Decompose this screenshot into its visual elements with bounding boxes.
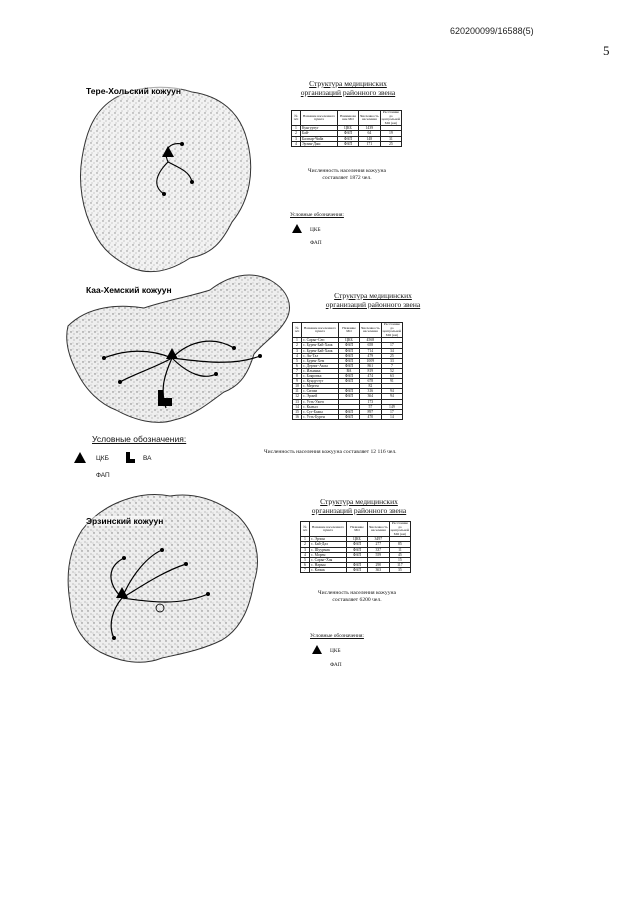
table-cell: 15 — [389, 557, 410, 562]
table-cell: 11 — [293, 389, 302, 394]
table-cell: с. Ак-Тал — [302, 353, 339, 358]
table-cell: 897 — [360, 409, 382, 414]
table-cell: ЦКБ — [338, 126, 359, 131]
ckb-legend-icon — [74, 452, 86, 463]
legend-label-ckb: ЦКБ — [310, 227, 321, 233]
table-cell: 9 — [293, 379, 302, 384]
table-cell: 6 — [293, 363, 302, 368]
table-header-cell: № п/п — [301, 522, 310, 537]
table-cell: ФАП — [339, 358, 360, 363]
table-cell: 1 — [292, 126, 301, 131]
table-cell: ФАП — [347, 562, 368, 567]
table-cell: ФАП — [347, 547, 368, 552]
table-cell: ФАП — [338, 131, 359, 136]
table-cell: с. Морен — [310, 552, 347, 557]
table-header-cell: Численность населения — [359, 111, 381, 126]
table-cell: 470 — [360, 414, 382, 419]
table-cell: с. Бай-Дал — [310, 542, 347, 547]
table-cell: 337 — [368, 547, 390, 552]
table-cell: 35 — [389, 567, 410, 572]
table-cell: с. Бояровка — [302, 374, 339, 379]
table-cell: 4 — [293, 353, 302, 358]
table-cell: 148 — [359, 136, 381, 141]
table-cell: 316 — [360, 389, 382, 394]
org-table-2 — [292, 322, 403, 420]
table-cell: 8 — [293, 374, 302, 379]
table-cell: 479 — [360, 353, 382, 358]
va-legend-icon — [126, 452, 135, 463]
table-cell: с. Сарыг-Хая — [310, 557, 347, 562]
population-note-3: Численность населения кожууна составляет 6200 чел. — [318, 590, 396, 603]
table-cell: 1 — [301, 537, 310, 542]
table-cell: ФАП — [338, 136, 359, 141]
table-header-cell: Расстояние до центральной МО (км) — [382, 322, 402, 337]
org-table-1 — [291, 110, 402, 147]
table-header-cell: Название населенного пункта — [302, 323, 339, 338]
table-cell: 3 — [301, 547, 310, 552]
table-header-cell: Численность населения — [368, 522, 390, 537]
table-cell: 4 — [292, 141, 301, 146]
table-cell: 17 — [381, 409, 402, 414]
table-cell: с. Усть-Ужеп — [302, 399, 339, 404]
table-cell: 171 — [359, 141, 381, 146]
table-cell: 34 — [381, 348, 402, 353]
table-cell: с. Усть-Бурен — [302, 414, 339, 419]
legend-label-ckb: ЦКБ — [96, 455, 109, 462]
table-header-cell: Наименова ние МО — [338, 111, 359, 126]
table-cell: 25 — [380, 141, 401, 146]
ckb-marker-icon — [116, 587, 128, 598]
table-header-cell: № п/п — [292, 111, 301, 126]
table-cell: 12 — [293, 394, 302, 399]
table-cell: с. Сизим — [302, 389, 339, 394]
table-cell: 4 — [301, 552, 310, 557]
structure-title-1: Структура медицинских организаций районного звена — [300, 79, 396, 97]
table-cell: 7 — [293, 368, 302, 373]
table-header-row — [293, 323, 403, 338]
table-cell: 64 — [359, 131, 381, 136]
table-cell: Балгыр-Чийа — [301, 136, 338, 141]
table-cell: 117 — [389, 562, 410, 567]
table-cell: 13 — [293, 399, 302, 404]
ckb-legend-icon — [312, 645, 322, 654]
table-cell: ВА — [339, 368, 360, 373]
table-cell: Кунгуртуг — [301, 126, 338, 131]
table-cell: 1439 — [359, 126, 381, 131]
table-cell: 678 — [360, 379, 382, 384]
table-header-row — [301, 522, 411, 537]
table-cell: с. Нарын — [310, 562, 347, 567]
table-cell: ФАП — [339, 353, 360, 358]
population-note-1: Численность населения кожууна составляет 1872 чел. — [308, 168, 386, 181]
table-row — [301, 567, 411, 572]
table-header-cell: Расстояние до центральной МО (км) — [381, 110, 401, 125]
legend-label-fap: ФАП — [330, 662, 342, 668]
table-header-cell: Название населенного пункта — [301, 111, 338, 126]
legend-label-fap: ФАП — [310, 240, 322, 246]
district-map-2 — [64, 270, 296, 442]
legend-label-va: ВА — [143, 455, 152, 462]
page-number: 5 — [603, 43, 610, 58]
table-cell: с. Бурен-Бай-Хаак — [302, 348, 339, 353]
table-cell: 173 — [360, 399, 382, 404]
table-cell: 2 — [301, 542, 310, 547]
table-cell: 559 — [368, 552, 390, 557]
table-cell: 33 — [381, 358, 402, 363]
district-map-1 — [72, 82, 257, 278]
table-cell: с. Ильинка — [302, 368, 339, 373]
structure-title-2: Структура медицинских организаций районного звена — [325, 291, 421, 309]
ckb-legend-icon — [292, 224, 302, 233]
table-cell: 17 — [381, 343, 402, 348]
table-cell: ФАП — [339, 409, 360, 414]
table-cell: 52 — [381, 368, 402, 373]
table-cell: 16 — [293, 414, 302, 419]
table-cell: ФАП — [339, 394, 360, 399]
table-cell: с. Эржей — [302, 394, 339, 399]
table-header-cell: Название МО — [347, 522, 368, 537]
table-cell: 7 — [381, 363, 402, 368]
table-row — [293, 414, 403, 419]
table-cell: ФАП — [347, 567, 368, 572]
table-cell: ФАП — [339, 374, 360, 379]
table-cell: 5 — [301, 557, 310, 562]
table-cell: 91 — [381, 379, 402, 384]
table-cell: 149 — [381, 404, 402, 409]
table-cell: 3497 — [368, 537, 390, 542]
table-cell: с. Дерзиг-Аксы — [302, 363, 339, 368]
table-cell: 714 — [360, 348, 382, 353]
org-table-3 — [300, 521, 411, 573]
table-cell: 4568 — [360, 338, 382, 343]
table-cell: 25 — [381, 353, 402, 358]
legend-label-fap: ФАП — [96, 472, 110, 479]
table-cell: 11 — [389, 547, 410, 552]
table-cell: 45 — [389, 552, 410, 557]
population-note-2: Численность населения кожууна составляет 12 116 чел. — [264, 449, 397, 455]
table-cell: ФАП — [339, 389, 360, 394]
table-cell: с. Бурен-Бай-Хаак — [302, 343, 339, 348]
table-cell: Эрзин-Даш — [301, 141, 338, 146]
table-header-cell: Расстояние до центральной МО (км) — [390, 521, 410, 536]
table-cell: 14 — [381, 414, 402, 419]
table-cell: ФАП — [339, 348, 360, 353]
table-cell: 5 — [293, 358, 302, 363]
table-cell: 15 — [293, 409, 302, 414]
table-cell: 658 — [360, 343, 382, 348]
table-cell: с. Эрзин — [310, 537, 347, 542]
table-header-cell: № п/п — [293, 323, 302, 338]
legend-title-1: Условные обозначения: — [290, 212, 344, 218]
table-cell: ФАП — [347, 542, 368, 547]
map-title-2: Каа-Хемский кожуун — [86, 285, 172, 295]
table-cell: с. Кундустуг — [302, 379, 339, 384]
map-title-3: Эрзинский кожуун — [86, 516, 164, 526]
table-cell: Бай- — [301, 131, 338, 136]
table-cell: 63 — [381, 374, 402, 379]
table-cell: 82 — [360, 384, 382, 389]
table-cell: с. Мерген — [302, 384, 339, 389]
table-cell: с. Суг-Бажы — [302, 409, 339, 414]
table-cell: 6 — [301, 562, 310, 567]
table-header-cell: Название МО — [339, 323, 360, 338]
table-cell: 819 — [360, 368, 382, 373]
table-cell: с. Качык — [310, 567, 347, 572]
table-cell: 57 — [360, 404, 382, 409]
table-cell: с. Шуурмак — [310, 547, 347, 552]
table-cell: с. Сарыг-Сеп — [302, 338, 339, 343]
table-cell: 364 — [360, 394, 382, 399]
table-cell: ФАП — [339, 343, 360, 348]
table-cell: 1 — [293, 338, 302, 343]
table-cell: 1009 — [360, 358, 382, 363]
table-cell: ФАП — [339, 379, 360, 384]
map-title-1: Тере-Хольский кожуун — [86, 86, 182, 96]
ckb-marker-icon — [166, 348, 178, 359]
table-cell: 10 — [293, 384, 302, 389]
table-header-cell: Название населенного пункта — [310, 522, 347, 537]
table-cell: 94 — [381, 389, 402, 394]
table-cell: 474 — [360, 374, 382, 379]
table-cell: 363 — [368, 567, 390, 572]
table-cell: 277 — [368, 542, 390, 547]
ckb-marker-icon — [162, 146, 174, 157]
legend-label-ckb: ЦКБ — [330, 648, 341, 654]
table-cell: с. Кызыл — [302, 404, 339, 409]
table-header-cell: Численность населения — [360, 323, 382, 338]
table-cell: 3 — [292, 136, 301, 141]
table-cell: с. Бурен-Хем — [302, 358, 339, 363]
table-cell: 19 — [380, 131, 401, 136]
table-cell: 31 — [380, 136, 401, 141]
table-cell: ФАП — [339, 363, 360, 368]
table-cell: 2 — [292, 131, 301, 136]
table-cell: ЦКБ — [347, 537, 368, 542]
table-cell: 85 — [389, 542, 410, 547]
legend-title-2: Условные обозначения: — [92, 434, 187, 444]
table-cell: 861 — [360, 363, 382, 368]
table-cell: 7 — [301, 567, 310, 572]
table-cell: ФАП — [338, 141, 359, 146]
structure-title-3: Структура медицинских организаций районного звена — [311, 497, 407, 515]
table-header-row — [292, 111, 402, 126]
table-row — [292, 141, 402, 146]
table-cell: 94 — [381, 394, 402, 399]
table-cell: ФАП — [339, 414, 360, 419]
table-cell: ФАП — [347, 552, 368, 557]
legend-title-3: Условные обозначения: — [310, 633, 364, 639]
table-cell: 290 — [368, 562, 390, 567]
table-cell: 2 — [293, 343, 302, 348]
table-cell: ЦКБ — [339, 338, 360, 343]
table-cell: 3 — [293, 348, 302, 353]
table-cell: 14 — [293, 404, 302, 409]
document-number: 620200099/16588(5) — [450, 26, 534, 36]
